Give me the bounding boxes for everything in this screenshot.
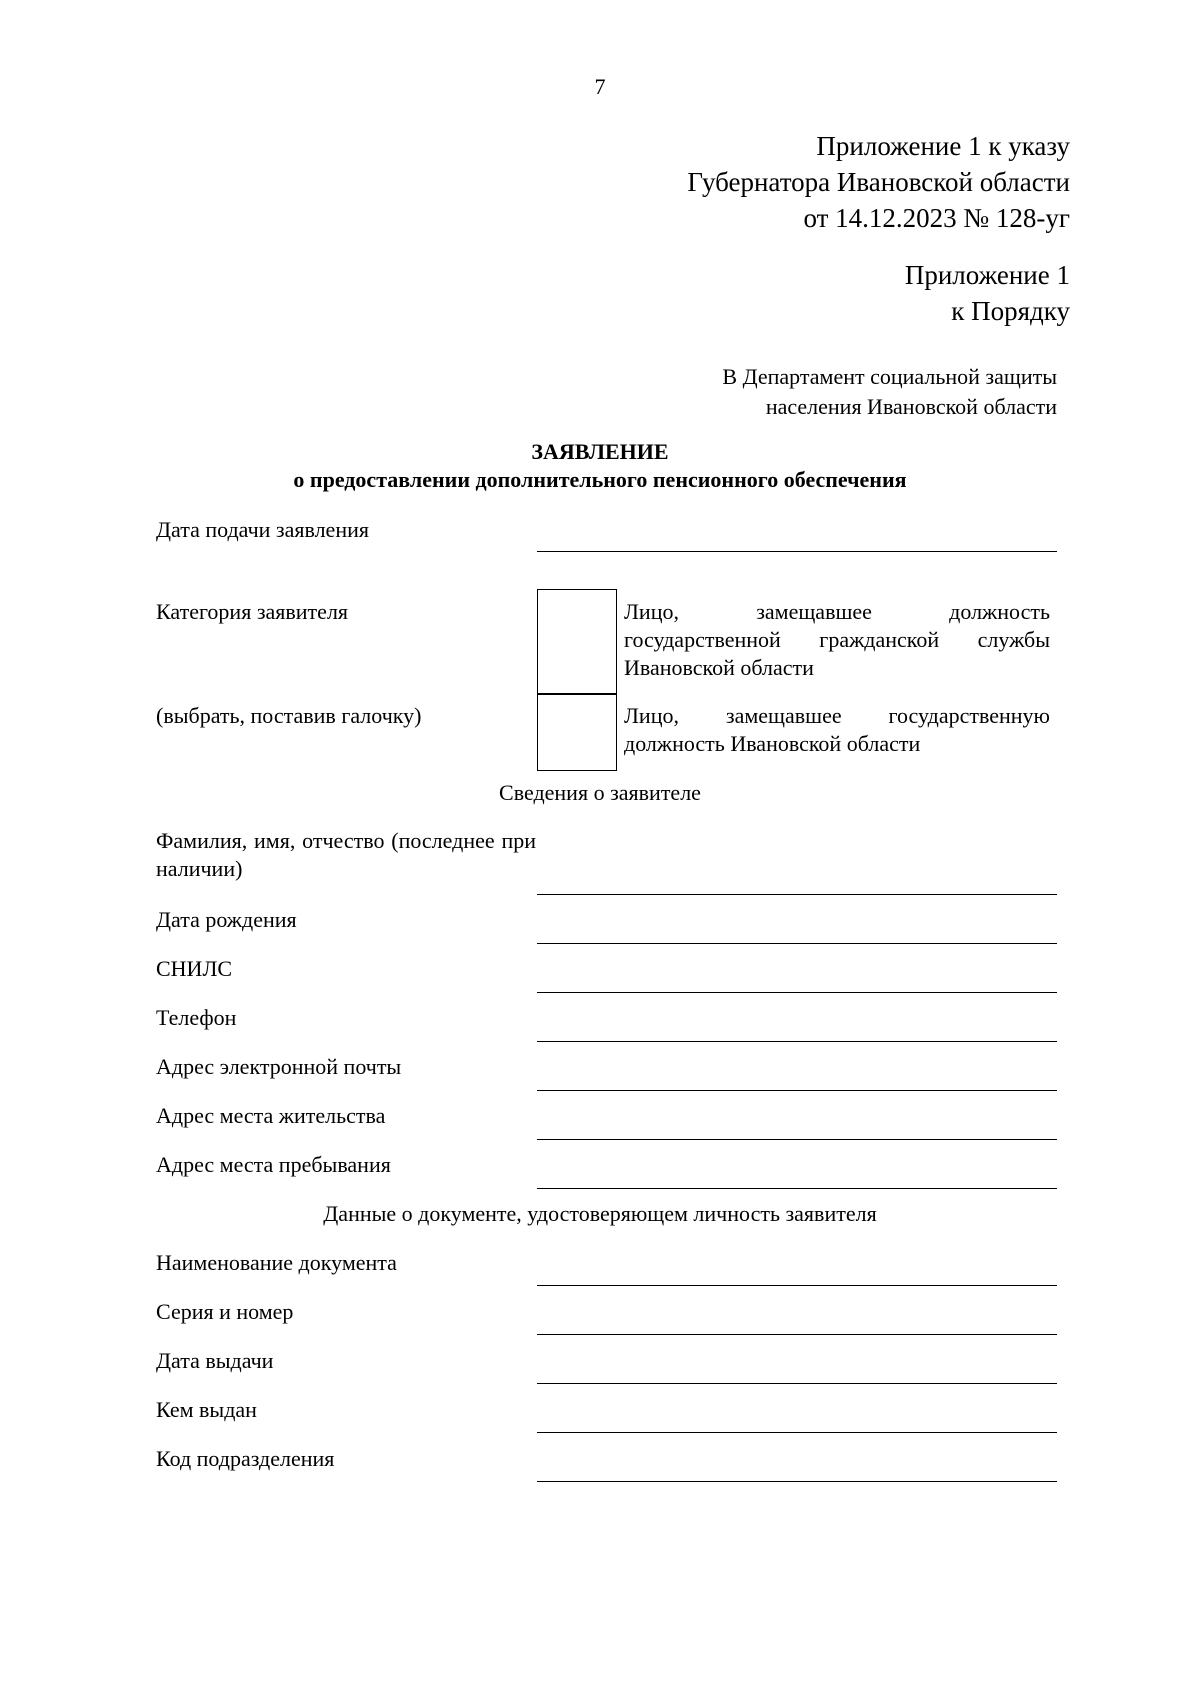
submission-date-field[interactable]: [537, 551, 1057, 552]
appendix-decree-line-1: Приложение 1 к указу: [816, 131, 1070, 161]
birth-date-field[interactable]: [537, 943, 1057, 944]
page-number: 7: [594, 74, 606, 99]
submission-date-label: Дата подачи заявления: [156, 517, 369, 542]
category-checkbox-civil-service[interactable]: [537, 589, 617, 695]
appendix-order-line-2: к Порядку: [951, 296, 1070, 326]
document-section-heading: Данные о документе, удостоверяющем личность заявителя: [323, 1201, 877, 1226]
snils-field[interactable]: [537, 992, 1057, 993]
phone-field[interactable]: [537, 1041, 1057, 1042]
doc-issued-by-label: Кем выдан: [156, 1397, 257, 1422]
appendix-decree-line-2: Губернатора Ивановской области: [687, 167, 1070, 197]
appendix-decree-line-3: от 14.12.2023 № 128-уг: [803, 203, 1070, 233]
addressee-line-1: В Департамент социальной защиты: [722, 364, 1057, 389]
category-checkbox-state-position[interactable]: [537, 693, 617, 771]
birth-date-label: Дата рождения: [156, 907, 297, 932]
doc-issued-by-field[interactable]: [537, 1432, 1057, 1433]
appendix-order-line-1: Приложение 1: [904, 260, 1070, 290]
appendix-order-header: [905, 257, 1070, 329]
document-title: ЗАЯВЛЕНИЕ: [531, 439, 669, 464]
category-option-civil-service: Лицо, замещавшее должность государственной гражданской службы Ивановской области: [624, 599, 1050, 680]
doc-series-number-field[interactable]: [537, 1334, 1057, 1335]
residence-address-label: Адрес места жительства: [156, 1103, 386, 1128]
doc-series-number-label: Серия и номер: [156, 1299, 294, 1324]
full-name-field[interactable]: [537, 894, 1057, 895]
snils-label: СНИЛС: [156, 956, 233, 981]
applicant-section-heading: Сведения о заявителе: [499, 780, 701, 805]
document-subtitle: о предоставлении дополнительного пенсионного обеспечения: [293, 467, 907, 492]
phone-label: Телефон: [156, 1005, 237, 1030]
doc-issue-date-label: Дата выдачи: [156, 1348, 274, 1373]
addressee-block: [722, 362, 1057, 422]
appendix-decree-header: [687, 128, 1070, 236]
stay-address-label: Адрес места пребывания: [156, 1152, 391, 1177]
email-field[interactable]: [537, 1090, 1057, 1091]
category-option-state-position: Лицо, замещавшее государственную должность Ивановской области: [624, 703, 1050, 756]
doc-division-code-label: Код подразделения: [156, 1446, 335, 1471]
doc-division-code-field[interactable]: [537, 1481, 1057, 1482]
doc-issue-date-field[interactable]: [537, 1383, 1057, 1384]
residence-address-field[interactable]: [537, 1139, 1057, 1140]
full-name-label: Фамилия, имя, отчество (последнее при наличии): [156, 828, 536, 881]
category-hint: (выбрать, поставив галочку): [156, 703, 422, 728]
doc-name-label: Наименование документа: [156, 1250, 397, 1275]
stay-address-field[interactable]: [537, 1188, 1057, 1189]
email-label: Адрес электронной почты: [156, 1054, 402, 1079]
addressee-line-2: населения Ивановской области: [765, 394, 1057, 419]
category-label: Категория заявителя: [156, 599, 349, 624]
doc-name-field[interactable]: [537, 1285, 1057, 1286]
